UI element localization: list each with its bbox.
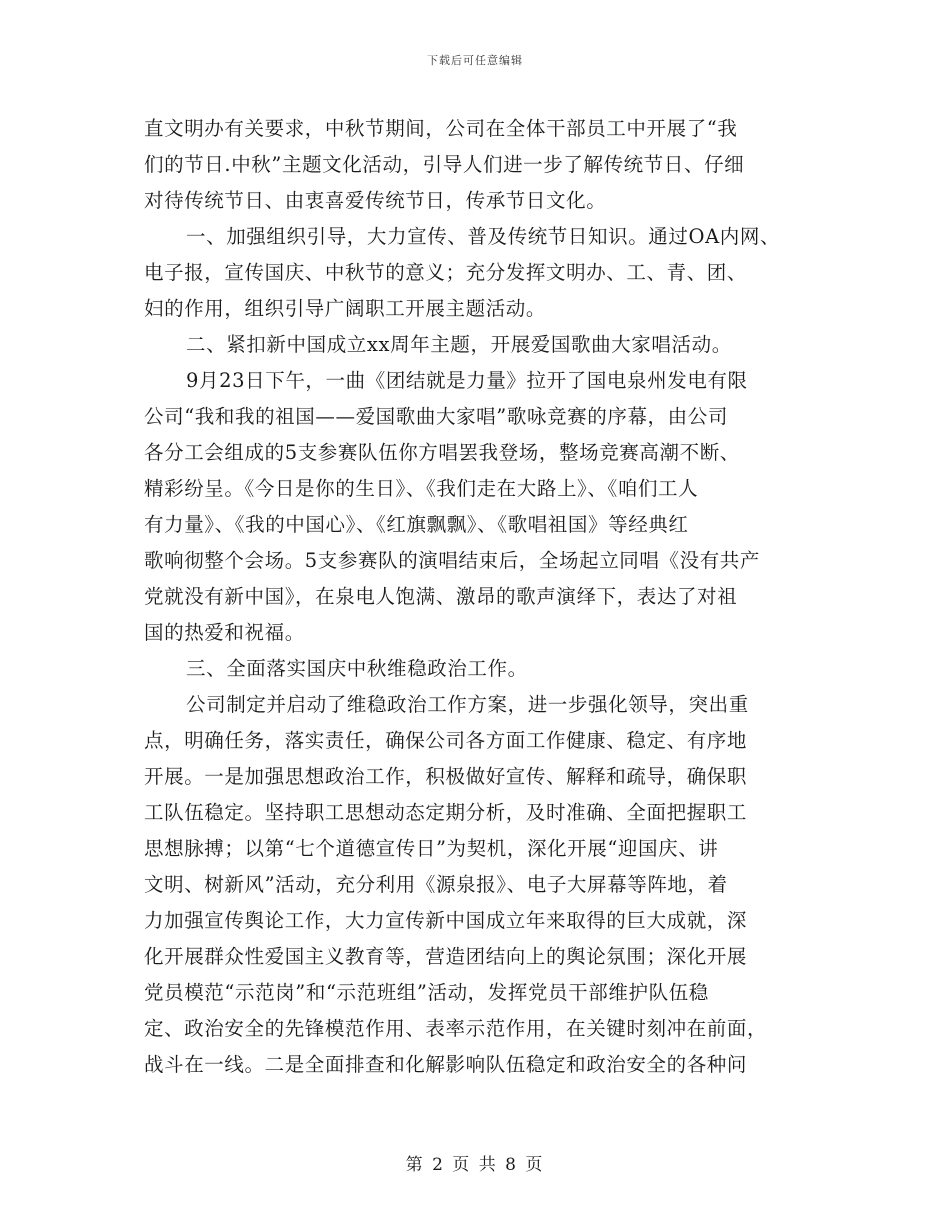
section-heading-1: 一、加强组织引导，大力宣传、普及传统节日知识。通过OA内网、 [186,225,781,248]
section-heading-2: 二、紧扣新中国成立xx周年主题，开展爱国歌曲大家唱活动。 [186,333,732,356]
body-line: 化开展群众性爱国主义教育等，营造团结向上的舆论氛围；深化开展 [144,945,748,968]
body-line: 开展。一是加强思想政治工作，积极做好宣传、解释和疏导，确保职 [144,765,748,788]
body-line: 们的节日.中秋”主题文化活动，引导人们进一步了解传统节日、仔细 [144,153,745,176]
body-line: 文明、树新风”活动，充分利用《源泉报》、电子大屏幕等阵地，着 [144,873,728,896]
body-line: 精彩纷呈。《今日是你的生日》、《我们走在大路上》、《咱们工人 [144,477,699,500]
body-line: 电子报，宣传国庆、中秋节的意义；充分发挥文明办、工、青、团、 [144,261,748,284]
body-line: 党就没有新中国》，在泉电人饱满、激昂的歌声演绎下，表达了对祖 [144,585,738,608]
body-line: 党员模范“示范岗”和“示范班组”活动，发挥党员干部维护队伍稳 [144,981,709,1004]
body-line: 定、政治安全的先锋模范作用、表率示范作用，在关键时刻冲在前面， [144,1017,768,1040]
body-line: 工队伍稳定。坚持职工思想动态定期分析，及时准确、全面把握职工 [144,801,748,824]
body-line: 妇的作用，组织引导广阔职工开展主题活动。 [144,297,547,320]
paragraph-start: 公司制定并启动了维稳政治工作方案，进一步强化领导，突出重 [186,693,749,716]
body-line: 有力量》、《我的中国心》、《红旗飘飘》、《歌唱祖国》等经典红 [144,513,689,536]
body-line: 力加强宣传舆论工作，大力宣传新中国成立年来取得的巨大成就，深 [144,909,748,932]
body-line: 思想脉搏；以第“七个道德宣传日”为契机，深化开展“迎国庆、讲 [144,837,719,860]
body-line: 对待传统节日、由衷喜爱传统节日，传承节日文化。 [144,189,607,212]
header-note: 下载后可任意编辑 [427,54,523,67]
body-line: 公司“我和我的祖国——爱国歌曲大家唱”歌咏竞赛的序幕，由公司 [144,405,728,428]
page-number: 第 2 页 共 8 页 [405,1155,545,1175]
body-line: 歌响彻整个会场。5支参赛队的演唱结束后，全场起立同唱《没有共产 [144,549,761,572]
document-body [144,111,814,1083]
body-line: 点，明确任务，落实责任，确保公司各方面工作健康、稳定、有序地 [144,729,748,752]
body-line: 各分工会组成的5支参赛队伍你方唱罢我登场，整场竞赛高潮不断、 [144,441,740,464]
body-line: 国的热爱和祝福。 [144,621,305,644]
body-line: 直文明办有关要求，中秋节期间，公司在全体干部员工中开展了“我 [144,117,738,140]
body-line: 战斗在一线。二是全面排查和化解影响队伍稳定和政治安全的各种问 [144,1053,748,1076]
paragraph-start: 9月23日下午，一曲《团结就是力量》拉开了国电泉州发电有限 [186,369,748,392]
section-heading-3: 三、全面落实国庆中秋维稳政治工作。 [186,657,528,680]
